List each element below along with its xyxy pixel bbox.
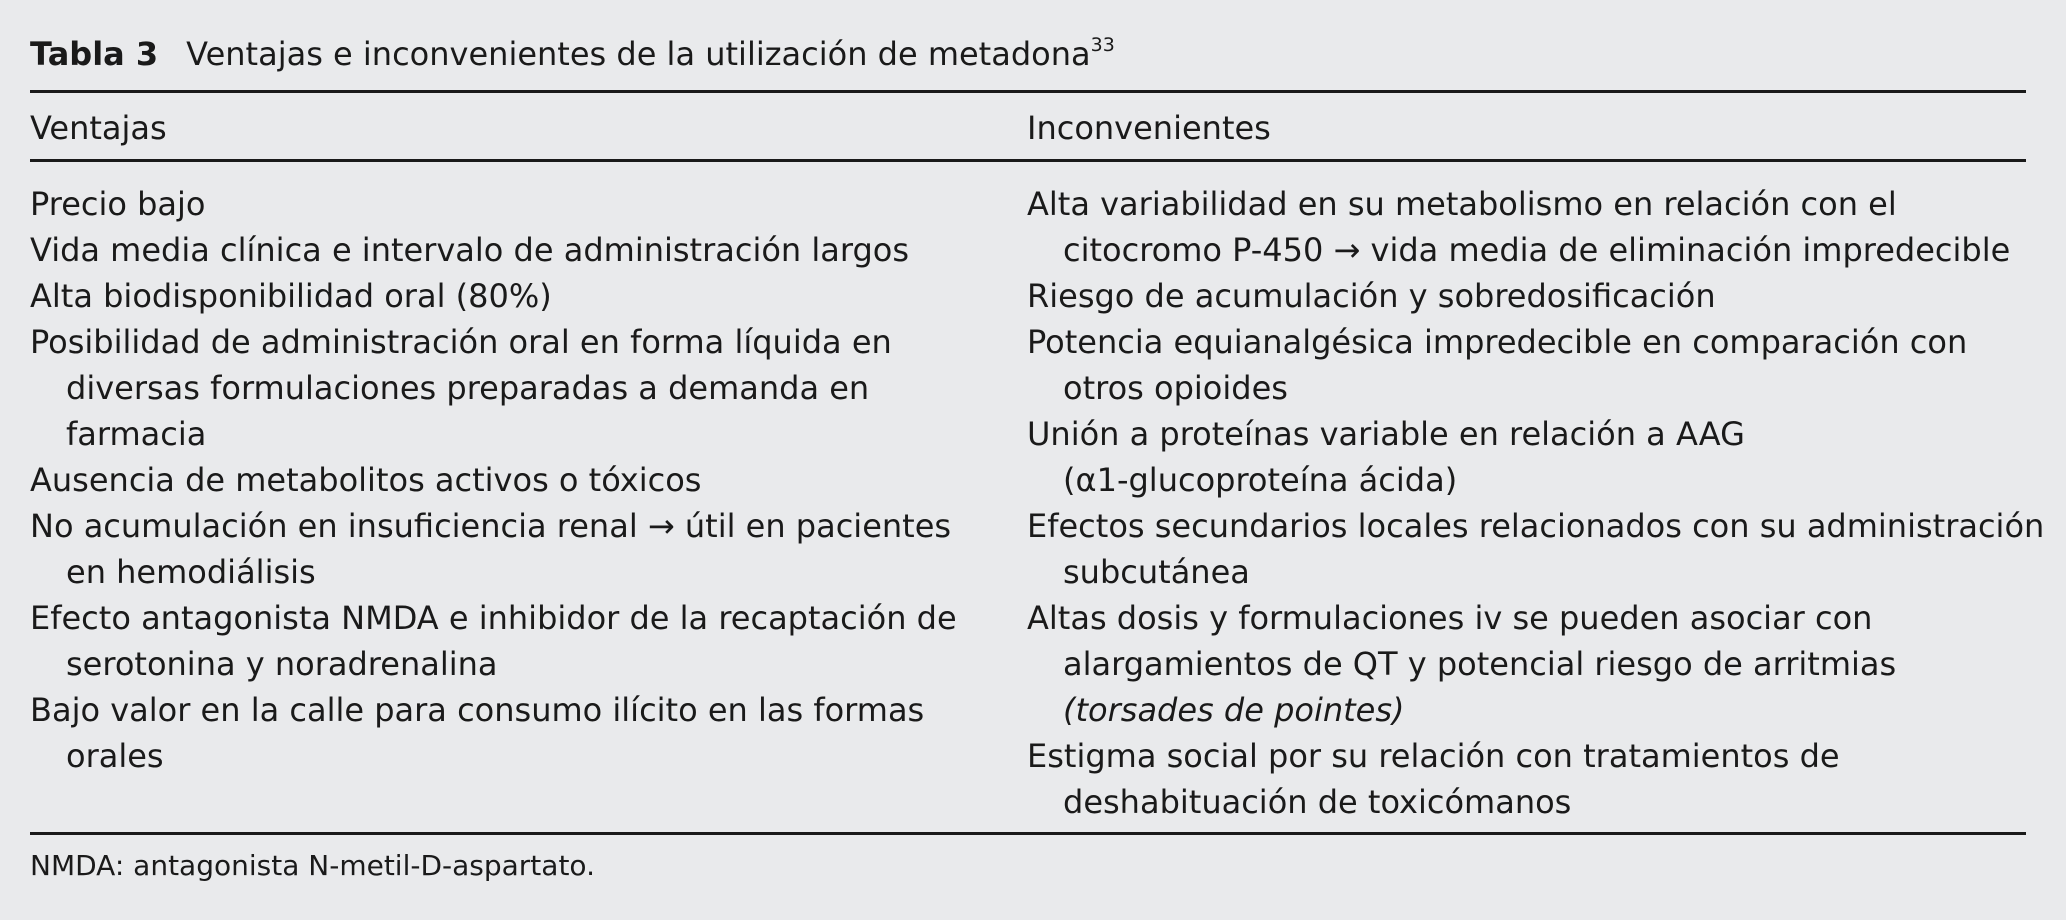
ventaja-line: No acumulación en insuficiencia renal → útil en pacientes bbox=[30, 507, 952, 545]
column-header-inconvenientes: Inconvenientes bbox=[1027, 109, 1271, 147]
ventaja-line: Posibilidad de administración oral en forma líquida en bbox=[30, 323, 892, 361]
ventaja-line: en hemodiálisis bbox=[66, 553, 316, 591]
column-header-ventajas: Ventajas bbox=[30, 109, 167, 147]
ventaja-line: Efecto antagonista NMDA e inhibidor de la recaptación de bbox=[30, 599, 957, 637]
ventaja-line: Vida media clínica e intervalo de administración largos bbox=[30, 231, 910, 269]
ventaja-line: Precio bajo bbox=[30, 185, 206, 223]
inconveniente-line: Alta variabilidad en su metabolismo en relación con el bbox=[1027, 185, 1897, 223]
inconveniente-line: Efectos secundarios locales relacionados con su administración bbox=[1027, 507, 2045, 545]
header-rule bbox=[30, 159, 2026, 162]
inconveniente-line: subcutánea bbox=[1063, 553, 1250, 591]
table-title: Ventajas e inconvenientes de la utilización de metadona bbox=[186, 35, 1091, 73]
inconveniente-line: (α1-glucoproteína ácida) bbox=[1063, 461, 1458, 499]
inconveniente-line: Altas dosis y formulaciones iv se pueden asociar con bbox=[1027, 599, 1873, 637]
inconveniente-line: citocromo P-450 → vida media de eliminación impredecible bbox=[1063, 231, 2011, 269]
ventajas-column bbox=[30, 181, 1025, 779]
table-footnote: NMDA: antagonista N-metil-D-aspartato. bbox=[30, 849, 595, 882]
ventaja-line: serotonina y noradrenalina bbox=[66, 645, 498, 683]
inconveniente-line: Unión a proteínas variable en relación a AAG bbox=[1027, 415, 1745, 453]
ventaja-line: orales bbox=[66, 737, 164, 775]
top-rule bbox=[30, 90, 2026, 93]
inconveniente-line: Potencia equianalgésica impredecible en comparación con bbox=[1027, 323, 1968, 361]
ventaja-line: Bajo valor en la calle para consumo ilícito en las formas bbox=[30, 691, 925, 729]
ventaja-line: diversas formulaciones preparadas a demanda en bbox=[66, 369, 870, 407]
inconveniente-line: deshabituación de toxicómanos bbox=[1063, 783, 1572, 821]
inconveniente-line: Riesgo de acumulación y sobredosificación bbox=[1027, 277, 1716, 315]
inconveniente-line: otros opioides bbox=[1063, 369, 1288, 407]
ventaja-line: Ausencia de metabolitos activos o tóxicos bbox=[30, 461, 702, 499]
table-caption bbox=[30, 34, 1115, 74]
table-label: Tabla 3 bbox=[30, 35, 159, 73]
inconveniente-line: alargamientos de QT y potencial riesgo de arritmias bbox=[1063, 645, 1897, 683]
inconveniente-line: (torsades de pointes) bbox=[1063, 691, 1405, 729]
ventaja-line: farmacia bbox=[66, 415, 207, 453]
inconveniente-line: Estigma social por su relación con tratamientos de bbox=[1027, 737, 1840, 775]
ventaja-line: Alta biodisponibilidad oral (80%) bbox=[30, 277, 552, 315]
bottom-rule bbox=[30, 832, 2026, 835]
inconvenientes-column bbox=[1027, 181, 2045, 825]
reference-superscript: 33 bbox=[1090, 34, 1115, 56]
